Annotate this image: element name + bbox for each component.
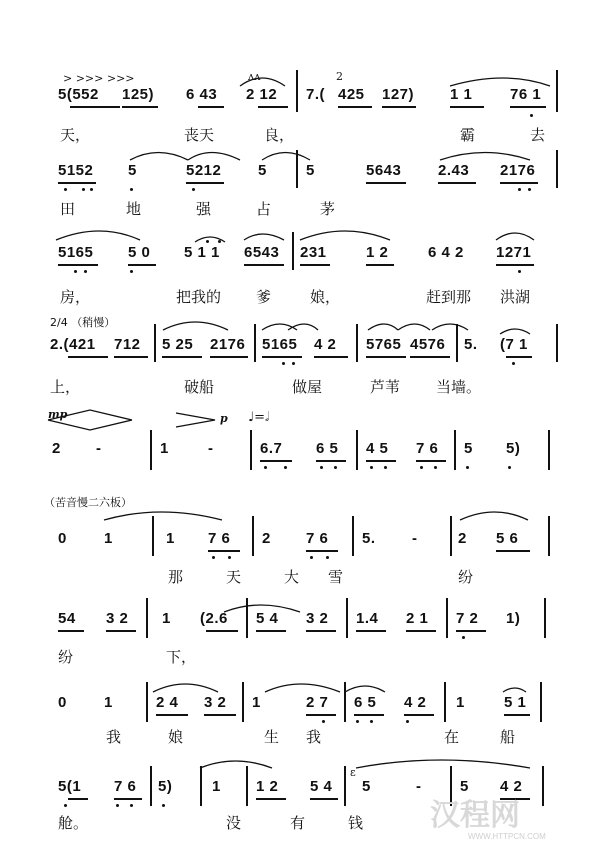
- underline: [258, 106, 288, 108]
- note-group: 7 6: [208, 530, 231, 547]
- octave-dot: [434, 466, 437, 469]
- underline: [122, 106, 158, 108]
- note-group: 1271: [496, 244, 532, 261]
- underline: [306, 630, 336, 632]
- underline: [210, 356, 248, 358]
- underline: [496, 550, 530, 552]
- bar-line: [250, 430, 252, 470]
- note-group: 5 25: [162, 336, 194, 353]
- underline: [310, 798, 338, 800]
- octave-dot: [64, 804, 67, 807]
- note-group: 5152: [58, 162, 94, 179]
- note-group: (7 1: [500, 336, 528, 353]
- underline: [58, 182, 96, 184]
- bar-line: [344, 682, 346, 722]
- note-group: 2: [262, 530, 271, 547]
- watermark-url: WWW.HTTPCN.COM: [468, 832, 546, 841]
- bar-line: [454, 430, 456, 470]
- octave-dot: [284, 466, 287, 469]
- note-group: 5: [362, 778, 371, 795]
- bar-line: [246, 598, 248, 638]
- lyric: 天: [226, 568, 242, 586]
- note-group: -: [416, 778, 422, 795]
- bar-line: [146, 682, 148, 722]
- octave-dot: [512, 362, 515, 365]
- lyric: 房，: [60, 288, 91, 306]
- bar-line: [556, 150, 558, 188]
- note-group: 5165: [262, 336, 298, 353]
- notation-line-4: [0, 336, 600, 364]
- lyric: 钱: [348, 814, 364, 832]
- bar-line: [556, 324, 558, 362]
- lyric: 天，: [60, 126, 91, 144]
- note-group: 1): [506, 610, 521, 627]
- underline: [382, 106, 416, 108]
- lyric: 把我的: [176, 288, 222, 306]
- lyric: 大: [284, 568, 300, 586]
- bar-line: [344, 766, 346, 806]
- underline: [198, 106, 224, 108]
- note-group: 2176: [210, 336, 246, 353]
- lyric: 我: [306, 728, 322, 746]
- note-group: 5 1: [504, 694, 527, 711]
- note-group: 5.: [464, 336, 478, 353]
- note-group: 231: [300, 244, 327, 261]
- note-group: 1: [212, 778, 221, 795]
- octave-dot: [530, 114, 533, 117]
- lyric: 良，: [264, 126, 295, 144]
- note-group: 2 12: [246, 86, 278, 103]
- lyric: 去: [530, 126, 546, 144]
- underline: [510, 106, 546, 108]
- underline: [58, 630, 84, 632]
- octave-dot: [334, 466, 337, 469]
- note-group: 2.(421: [50, 336, 96, 353]
- lyric-line-1: [0, 124, 600, 148]
- octave-dot: [282, 362, 285, 365]
- underline: [68, 356, 108, 358]
- bar-line: [356, 430, 358, 470]
- octave-dot: [82, 188, 85, 191]
- lyric: 舱。: [58, 814, 89, 832]
- note-group: 1 2: [256, 778, 279, 795]
- bar-line: [150, 766, 152, 806]
- bar-line: [152, 516, 154, 556]
- underline: [366, 264, 394, 266]
- bar-line: [146, 598, 148, 638]
- underline: [450, 106, 484, 108]
- lyric: 做屋: [292, 378, 323, 396]
- note-group: 1 1: [450, 86, 473, 103]
- octave-dot: [74, 270, 77, 273]
- note-group: 5): [158, 778, 173, 795]
- note-group: 4 2: [314, 336, 337, 353]
- note-group: 5643: [366, 162, 402, 179]
- note-group: 1: [104, 694, 113, 711]
- lyric: 在: [444, 728, 460, 746]
- underline: [366, 460, 396, 462]
- note-group: 5 4: [256, 610, 279, 627]
- bar-line: [200, 766, 202, 806]
- note-group: 1 2: [366, 244, 389, 261]
- note-group: 3 2: [204, 694, 227, 711]
- underline: [114, 798, 142, 800]
- lyric: 上，: [50, 378, 81, 396]
- note-group: 5.: [362, 530, 376, 547]
- bar-line: [548, 516, 550, 556]
- notation-line-6: [0, 530, 600, 558]
- note-group: 0: [58, 694, 67, 711]
- section-marking: （苦音慢二六板）: [44, 496, 132, 509]
- underline: [256, 798, 286, 800]
- note-group: 125): [122, 86, 155, 103]
- dynamic-p: p: [220, 412, 228, 425]
- note-group: 2.43: [438, 162, 470, 179]
- lyric: 茅: [320, 200, 336, 218]
- octave-dot: [310, 556, 313, 559]
- lyric: 洪湖: [500, 288, 531, 306]
- notation-line-1: [0, 86, 600, 114]
- lyric-line-8: [0, 726, 600, 750]
- underline: [314, 356, 348, 358]
- octave-dot: [64, 188, 67, 191]
- underline: [156, 714, 188, 716]
- underline: [68, 798, 88, 800]
- lyric: 占: [256, 200, 272, 218]
- octave-dot: [320, 466, 323, 469]
- lyric: 田: [60, 200, 76, 218]
- bar-line: [540, 682, 542, 722]
- bar-line: [444, 682, 446, 722]
- lyric: 强: [196, 200, 212, 218]
- notation-line-7: [0, 610, 600, 638]
- octave-dot: [228, 556, 231, 559]
- note-group: 1: [160, 440, 169, 457]
- underline: [496, 264, 534, 266]
- bar-line: [242, 682, 244, 722]
- octave-dot: [206, 240, 209, 243]
- octave-dot: [462, 636, 465, 639]
- dynamic-mp: mp: [48, 408, 68, 421]
- note-group: 127): [382, 86, 415, 103]
- note-group: 5: [258, 162, 267, 179]
- octave-dot: [212, 556, 215, 559]
- lyric: 生: [264, 728, 280, 746]
- underline: [406, 630, 436, 632]
- bar-line: [544, 598, 546, 638]
- lyric-line-4: [0, 376, 600, 400]
- underline: [306, 714, 336, 716]
- note-group: 425: [338, 86, 365, 103]
- note-group: 5: [460, 778, 469, 795]
- underline: [128, 264, 156, 266]
- note-group: 7 6: [416, 440, 439, 457]
- note-group: 1: [252, 694, 261, 711]
- lyric: 当墙。: [436, 378, 482, 396]
- underline: [260, 460, 292, 462]
- bar-line: [150, 430, 152, 470]
- underline: [186, 182, 224, 184]
- note-group: 1: [104, 530, 113, 547]
- underline: [404, 714, 434, 716]
- octave-dot: [370, 466, 373, 469]
- octave-dot: [370, 720, 373, 723]
- underline: [58, 264, 98, 266]
- note-group: 76 1: [510, 86, 542, 103]
- note-group: 1.4: [356, 610, 379, 627]
- underline: [206, 630, 238, 632]
- bar-line: [252, 516, 254, 556]
- bar-line: [456, 324, 458, 362]
- bar-line: [548, 430, 550, 470]
- note-group: 2: [52, 440, 61, 457]
- note-group: 6 5: [354, 694, 377, 711]
- note-group: 3 2: [306, 610, 329, 627]
- note-group: 4576: [410, 336, 446, 353]
- note-group: 6.7: [260, 440, 283, 457]
- lyric: 娘: [168, 728, 184, 746]
- notation-line-3: [0, 244, 600, 272]
- octave-dot: [326, 556, 329, 559]
- underline: [366, 356, 406, 358]
- octave-dot: [518, 270, 521, 273]
- grace-note: 2: [336, 70, 343, 83]
- underline: [106, 630, 136, 632]
- note-group: 6543: [244, 244, 280, 261]
- lyric: 那: [168, 568, 184, 586]
- lyric: 没: [226, 814, 242, 832]
- octave-dot: [406, 720, 409, 723]
- underline: [438, 182, 476, 184]
- note-group: 5 4: [310, 778, 333, 795]
- underline: [366, 182, 406, 184]
- octave-dot: [130, 270, 133, 273]
- note-group: 4 2: [500, 778, 523, 795]
- octave-dot: [218, 240, 221, 243]
- octave-dot: [162, 804, 165, 807]
- tempo-equivalence: ♩=𝅗𝅥: [248, 410, 270, 425]
- note-group: 5212: [186, 162, 222, 179]
- lyric-line-2: [0, 198, 600, 222]
- octave-dot: [322, 720, 325, 723]
- notation-line-5: [0, 440, 600, 468]
- note-group: 5 0: [128, 244, 151, 261]
- octave-dot: [264, 466, 267, 469]
- octave-dot: [292, 362, 295, 365]
- note-group: 5(1: [58, 778, 82, 795]
- bar-line: [556, 70, 558, 112]
- lyric: 下，: [166, 648, 197, 666]
- lyric: 爹: [256, 288, 272, 306]
- octave-dot: [508, 466, 511, 469]
- underline: [162, 356, 202, 358]
- note-group: 5: [464, 440, 473, 457]
- octave-dot: [384, 466, 387, 469]
- note-group: 6 5: [316, 440, 339, 457]
- underline: [306, 550, 338, 552]
- underline: [244, 264, 284, 266]
- note-group: 7 6: [114, 778, 137, 795]
- underline: [500, 182, 538, 184]
- note-group: 2 1: [406, 610, 429, 627]
- note-group: 6 43: [186, 86, 218, 103]
- lyric: 纷: [58, 648, 74, 666]
- bar-line: [254, 324, 256, 362]
- octave-dot: [420, 466, 423, 469]
- note-group: 4 2: [404, 694, 427, 711]
- lyric: 雪: [328, 568, 344, 586]
- octave-dot: [130, 188, 133, 191]
- note-group: 1: [166, 530, 175, 547]
- note-group: 1: [456, 694, 465, 711]
- note-group: 5): [506, 440, 521, 457]
- bar-line: [296, 150, 298, 188]
- bar-line: [154, 324, 156, 362]
- note-group: 7 2: [456, 610, 479, 627]
- octave-dot: [192, 188, 195, 191]
- ornament-mark: ʌʌ: [248, 70, 261, 83]
- octave-dot: [518, 188, 521, 191]
- octave-dot: [130, 804, 133, 807]
- note-group: 2: [458, 530, 467, 547]
- note-group: 5765: [366, 336, 402, 353]
- note-group: 1: [162, 610, 171, 627]
- note-group: 3 2: [106, 610, 129, 627]
- underline: [354, 714, 384, 716]
- underline: [456, 630, 486, 632]
- lyric-line-3: [0, 286, 600, 310]
- octave-dot: [84, 270, 87, 273]
- underline: [506, 356, 532, 358]
- tempo-marking: 2/4 （稍慢）: [50, 316, 116, 329]
- underline: [114, 356, 148, 358]
- note-group: 5 1 1: [184, 244, 220, 261]
- lyric: 娘，: [310, 288, 341, 306]
- underline: [208, 550, 240, 552]
- note-group: 5165: [58, 244, 94, 261]
- note-group: -: [96, 440, 102, 457]
- bar-line: [346, 598, 348, 638]
- bar-line: [450, 516, 452, 556]
- note-group: 5(552: [58, 86, 99, 103]
- note-group: 4 5: [366, 440, 389, 457]
- note-group: 5: [306, 162, 315, 179]
- note-group: -: [412, 530, 418, 547]
- notation-line-2: [0, 162, 600, 190]
- underline: [316, 460, 346, 462]
- note-group: 2 7: [306, 694, 329, 711]
- underline: [256, 630, 286, 632]
- note-group: 7.(: [306, 86, 326, 103]
- note-group: -: [208, 440, 214, 457]
- underline: [410, 356, 450, 358]
- lyric: 芦苇: [370, 378, 401, 396]
- bar-line: [356, 324, 358, 362]
- note-group: 712: [114, 336, 141, 353]
- note-group: 54: [58, 610, 76, 627]
- lyric: 我: [106, 728, 122, 746]
- watermark-logo: 汉程网: [430, 798, 520, 833]
- note-group: 7 6: [306, 530, 329, 547]
- grace-note: ɛ: [350, 766, 356, 779]
- lyric: 霸: [460, 126, 476, 144]
- lyric: 丧天: [184, 126, 215, 144]
- accent-marks: > >>> >>>: [63, 72, 135, 85]
- bar-line: [246, 766, 248, 806]
- octave-dot: [356, 720, 359, 723]
- bar-line: [296, 70, 298, 112]
- octave-dot: [90, 188, 93, 191]
- bar-line: [352, 516, 354, 556]
- note-group: (2.6: [200, 610, 228, 627]
- lyric: 纷: [458, 568, 474, 586]
- note-group: 5 6: [496, 530, 519, 547]
- octave-dot: [116, 804, 119, 807]
- lyric: 赶到那: [426, 288, 472, 306]
- underline: [504, 714, 530, 716]
- note-group: 2 4: [156, 694, 179, 711]
- lyric-line-7: [0, 646, 600, 670]
- note-group: 0: [58, 530, 67, 547]
- bar-line: [542, 766, 544, 806]
- note-group: 6 4 2: [428, 244, 464, 261]
- note-group: 5: [128, 162, 137, 179]
- underline: [262, 356, 302, 358]
- note-group: 2176: [500, 162, 536, 179]
- notation-line-8: [0, 694, 600, 722]
- underline: [204, 714, 236, 716]
- lyric: 地: [126, 200, 142, 218]
- lyric: 破船: [184, 378, 215, 396]
- bar-line: [292, 232, 294, 270]
- octave-dot: [528, 188, 531, 191]
- underline: [338, 106, 372, 108]
- underline: [300, 264, 330, 266]
- octave-dot: [466, 466, 469, 469]
- bar-line: [446, 598, 448, 638]
- underline: [416, 460, 446, 462]
- underline: [356, 630, 386, 632]
- lyric: 有: [290, 814, 306, 832]
- lyric-line-6: [0, 566, 600, 590]
- lyric: 船: [500, 728, 516, 746]
- underline: [70, 106, 120, 108]
